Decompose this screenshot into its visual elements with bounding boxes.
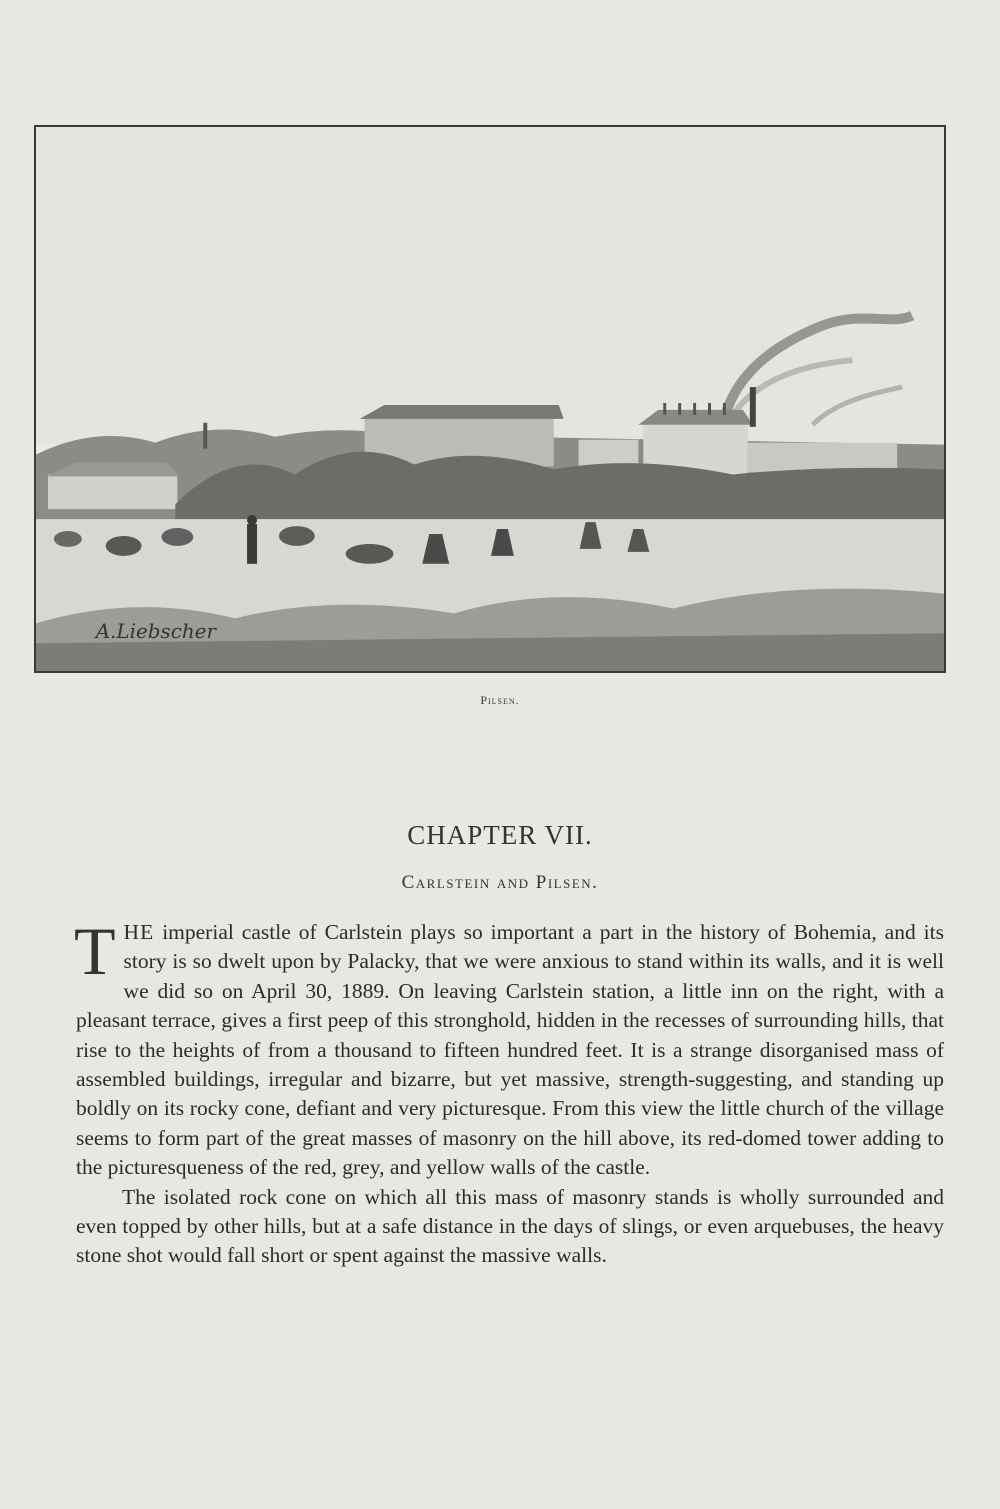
chapter-heading: CHAPTER VII.	[407, 820, 593, 850]
paragraph-2: The isolated rock cone on which all this mass of masonry stands is wholly surrounded and even topped by other hills, but at a safe distance in the days of slings, or even arquebuses, the heavy stone shot would fall short or spent against the massive walls.	[76, 1184, 944, 1268]
body-text	[74, 913, 944, 1271]
paragraph-1	[74, 913, 944, 1183]
chapter-subtitle: Carlstein and Pilsen.	[401, 872, 599, 893]
paragraph-1-text: imperial castle of Carlstein plays so important a part in the history of Bohemia, and its story is so dwelt upon by Palacky, that we were anxious to stand within its walls, and it is well we did so on April 30, 1889. On leaving Carlstein station, a little inn on the right, with a pleasant terrace, gives a first peep of this stronghold, hidden in the recesses of surrounding hills, that rise to the heights of from a thousand to fifteen hundred feet. It is a strange disorganised mass of assembled buildings, irregular and bizarre, but yet massive, strength-suggesting, and standing up boldly on its rocky cone, defiant and very picturesque. From this view the little church of the village seems to form part of the great masses of masonry on the hill above, its red-domed tower adding to the picturesqueness of the red, grey, and yellow walls of the castle.	[76, 920, 944, 1180]
paragraph-lead: HE	[123, 920, 155, 944]
artist-signature: A.Liebscher	[95, 620, 217, 644]
pilsen-engraving	[36, 127, 944, 671]
figure-caption: Pilsen.	[480, 693, 520, 707]
illustration-plate	[34, 125, 946, 673]
drop-cap: T	[74, 913, 116, 989]
